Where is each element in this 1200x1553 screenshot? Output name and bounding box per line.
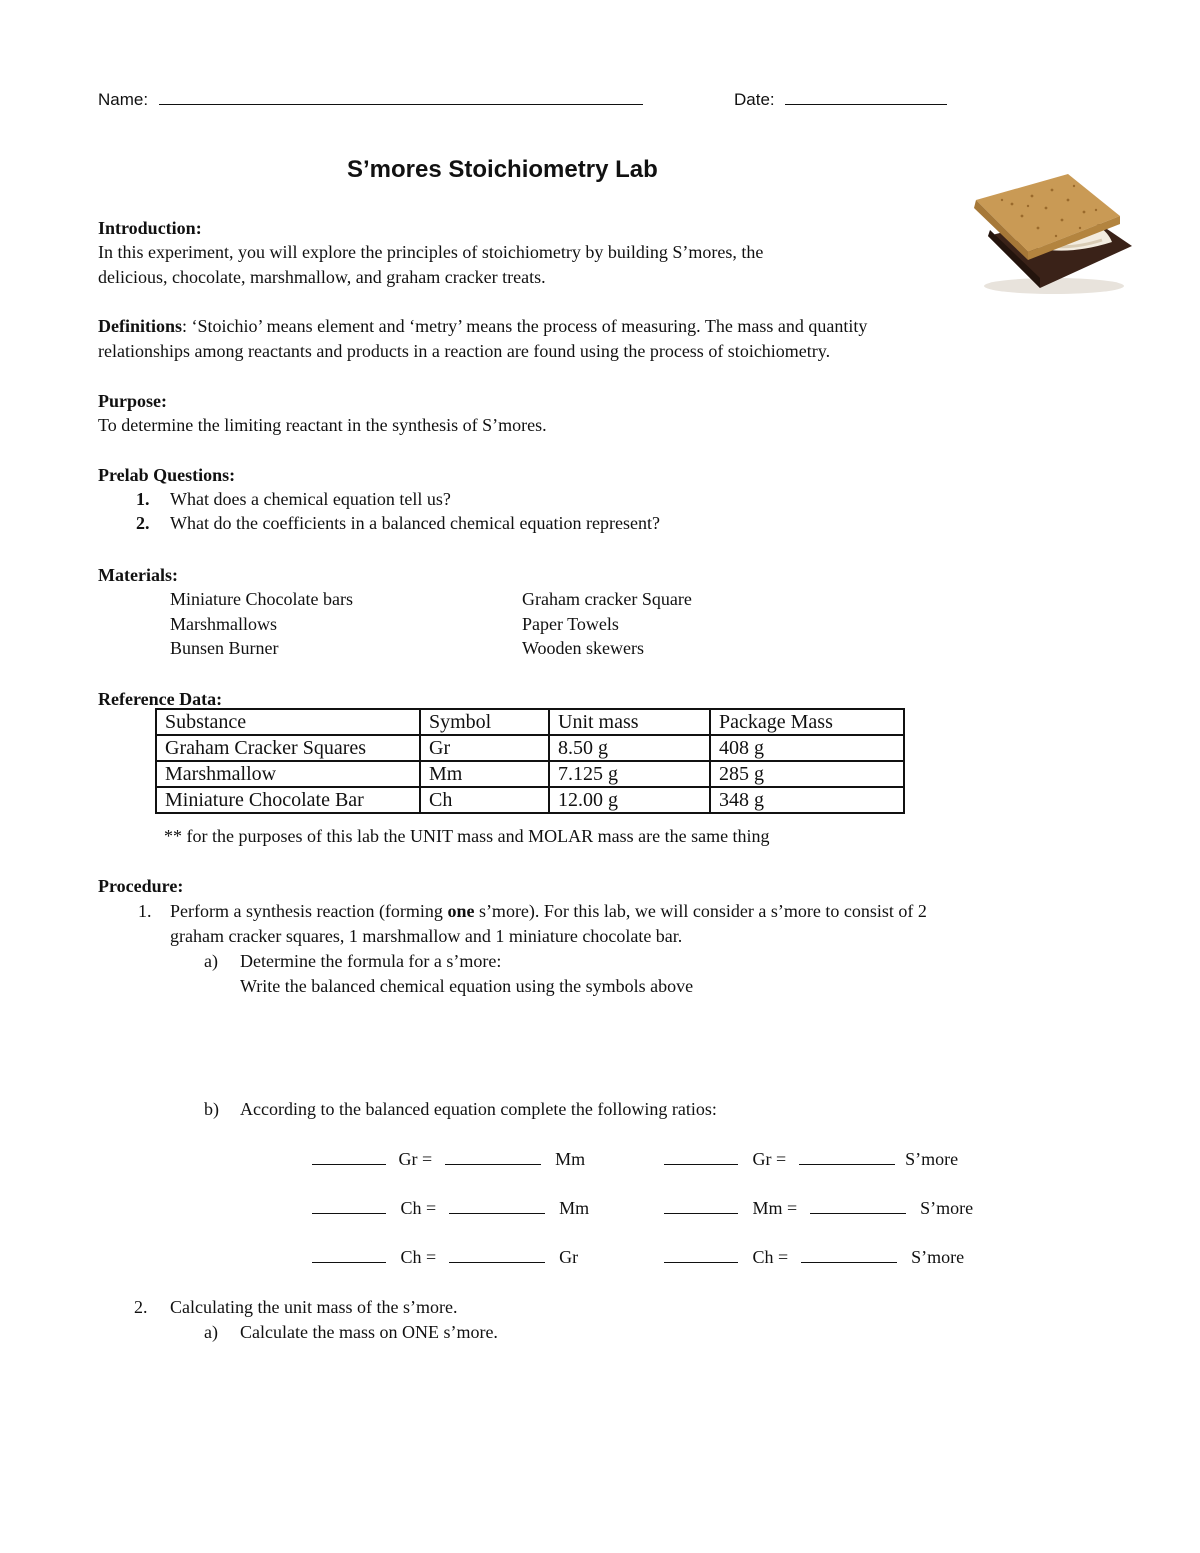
reference-table (155, 708, 905, 814)
ratio-right-label: Gr (559, 1247, 579, 1267)
table-cell: 348 g (710, 787, 904, 813)
name-field[interactable] (98, 88, 643, 110)
ratio-left-label: Ch = (400, 1247, 437, 1267)
material-item: Marshmallows (170, 614, 277, 634)
ratio-ch-smore (664, 1246, 964, 1268)
material-item: Miniature Chocolate bars (170, 589, 353, 609)
ratio-right-label: S’more (920, 1198, 974, 1218)
smore-image (962, 160, 1142, 298)
prelab-num-1: 1. (136, 489, 150, 509)
ratio-blank[interactable] (664, 1148, 738, 1165)
column-header: Unit mass (549, 709, 710, 735)
step-2-text: Calculating the unit mass of the s’more. (170, 1297, 458, 1317)
step-2-number: 2. (134, 1297, 148, 1317)
ratio-gr-smore (664, 1148, 958, 1170)
ratio-ch-mm (312, 1197, 589, 1219)
table-cell: Ch (420, 787, 549, 813)
column-header: Substance (156, 709, 420, 735)
ratio-ch-gr (312, 1246, 578, 1268)
procedure-heading: Procedure: (98, 876, 184, 896)
prelab-question-2: What do the coefficients in a balanced chemical equation represent? (170, 513, 660, 533)
table-cell: 408 g (710, 735, 904, 761)
material-item: Paper Towels (522, 614, 619, 634)
definitions-line-2: relationships among reactants and products in a reaction are found using the process of stoichiometry. (98, 341, 831, 361)
step-1a-label: a) (204, 951, 218, 971)
materials-heading: Materials: (98, 565, 178, 585)
step-1-text-b: s’more). For this lab, we will consider a s’more to consist of 2 (474, 901, 927, 921)
ratio-gr-mm (312, 1148, 585, 1170)
column-header: Package Mass (710, 709, 904, 735)
table-cell: Graham Cracker Squares (156, 735, 420, 761)
ratio-mm-smore (664, 1197, 973, 1219)
step-1b-text: According to the balanced equation complete the following ratios: (240, 1099, 717, 1119)
step-1-emphasis: one (447, 901, 475, 921)
ratio-blank[interactable] (449, 1246, 545, 1263)
date-field[interactable] (734, 88, 947, 110)
ratio-blank[interactable] (445, 1148, 541, 1165)
table-row (156, 761, 904, 787)
intro-heading: Introduction: (98, 218, 202, 238)
intro-line-2: delicious, chocolate, marshmallow, and graham cracker treats. (98, 267, 546, 287)
table-cell: 12.00 g (549, 787, 710, 813)
ratio-blank[interactable] (801, 1246, 897, 1263)
ratio-left-label: Mm = (752, 1198, 798, 1218)
step-2a-label: a) (204, 1322, 218, 1342)
prelab-heading: Prelab Questions: (98, 465, 236, 485)
step-1b-label: b) (204, 1099, 219, 1119)
ratio-left-label: Gr = (398, 1149, 433, 1169)
table-header-row (156, 709, 904, 735)
ratio-right-label: Mm (559, 1198, 590, 1218)
table-cell: Miniature Chocolate Bar (156, 787, 420, 813)
ratio-blank[interactable] (312, 1246, 386, 1263)
step-1a-line-2: Write the balanced chemical equation using the symbols above (240, 976, 694, 996)
step-1-line-1 (170, 900, 927, 922)
material-item: Bunsen Burner (170, 638, 279, 658)
prelab-question-1: What does a chemical equation tell us? (170, 489, 451, 509)
reference-heading: Reference Data: (98, 689, 223, 709)
table-cell: Mm (420, 761, 549, 787)
table-cell: Marshmallow (156, 761, 420, 787)
date-blank[interactable] (785, 88, 947, 105)
step-1-line-2: graham cracker squares, 1 marshmallow and 1 miniature chocolate bar. (170, 926, 683, 946)
page-title: S’mores Stoichiometry Lab (347, 156, 658, 183)
ratio-blank[interactable] (664, 1246, 738, 1263)
ratio-blank[interactable] (810, 1197, 906, 1214)
definitions-line-1 (98, 315, 867, 337)
date-label: Date: (734, 90, 775, 109)
step-1-number: 1. (138, 901, 152, 921)
table-row (156, 735, 904, 761)
column-header: Symbol (420, 709, 549, 735)
prelab-num-2: 2. (136, 513, 150, 533)
ratio-blank[interactable] (799, 1148, 895, 1165)
table-cell: 7.125 g (549, 761, 710, 787)
ratio-blank[interactable] (449, 1197, 545, 1214)
name-blank[interactable] (159, 88, 643, 105)
step-1a-line-1: Determine the formula for a s’more: (240, 951, 502, 971)
ratio-left-label: Gr = (752, 1149, 787, 1169)
table-cell: 285 g (710, 761, 904, 787)
ratio-left-label: Ch = (400, 1198, 437, 1218)
definitions-text-1: : ‘Stoichio’ means element and ‘metry’ means the process of measuring. The mass and quantity (182, 316, 868, 336)
ratio-right-label: S’more (911, 1247, 965, 1267)
table-cell: Gr (420, 735, 549, 761)
reference-note: ** for the purposes of this lab the UNIT mass and MOLAR mass are the same thing (164, 826, 770, 846)
material-item: Wooden skewers (522, 638, 645, 658)
intro-line-1: In this experiment, you will explore the principles of stoichiometry by building S’mores, the (98, 242, 764, 262)
ratio-blank[interactable] (312, 1197, 386, 1214)
step-1-text-a: Perform a synthesis reaction (forming (170, 901, 448, 921)
table-row (156, 787, 904, 813)
ratio-blank[interactable] (312, 1148, 386, 1165)
ratio-right-label: S’more (905, 1149, 959, 1169)
definitions-label: Definitions (98, 316, 183, 336)
material-item: Graham cracker Square (522, 589, 692, 609)
purpose-text: To determine the limiting reactant in the synthesis of S’mores. (98, 415, 547, 435)
ratio-left-label: Ch = (752, 1247, 789, 1267)
ratio-blank[interactable] (664, 1197, 738, 1214)
purpose-heading: Purpose: (98, 391, 167, 411)
name-label: Name: (98, 90, 149, 109)
step-2a-text: Calculate the mass on ONE s’more. (240, 1322, 498, 1342)
ratio-right-label: Mm (555, 1149, 586, 1169)
table-cell: 8.50 g (549, 735, 710, 761)
